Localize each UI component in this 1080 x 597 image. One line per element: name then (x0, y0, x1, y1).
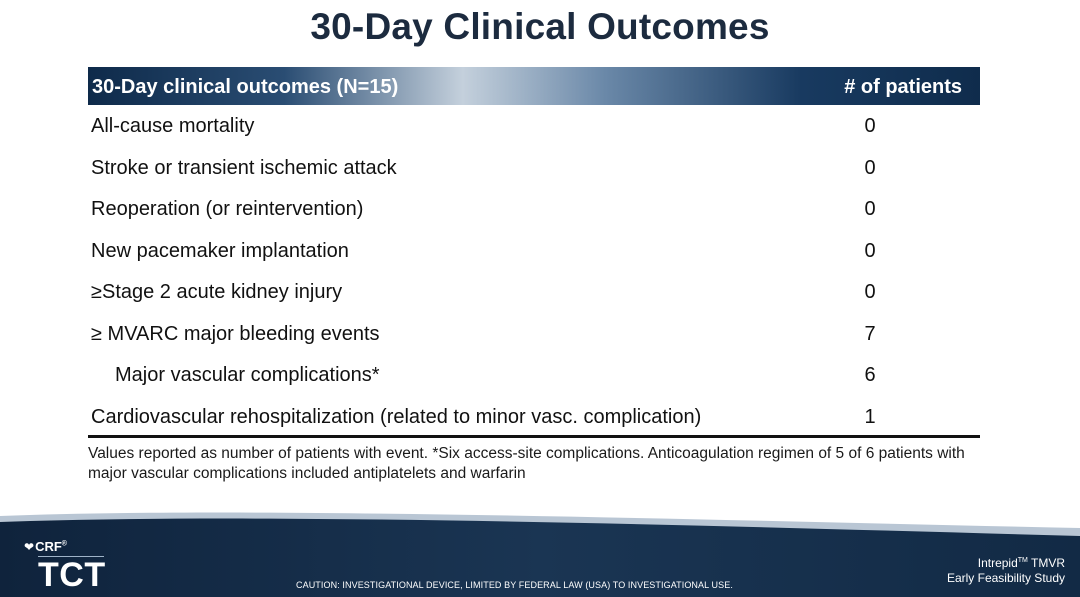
table-row (88, 148, 980, 190)
study-device: Intrepid (977, 556, 1018, 570)
table-row (88, 189, 980, 231)
outcomes-table (88, 106, 980, 438)
caution-notice: CAUTION: INVESTIGATIONAL DEVICE, LIMITED BY FEDERAL LAW (USA) TO INVESTIGATIONAL USE. (296, 580, 733, 590)
row-value: 0 (864, 239, 876, 262)
row-label: All-cause mortality (91, 115, 255, 137)
page-title: 30-Day Clinical Outcomes (310, 6, 770, 47)
crf-logo-text: CRF (35, 539, 62, 554)
row-value: 1 (864, 405, 876, 428)
tct-logo: TCT (38, 556, 106, 594)
study-procedure: TMVR (1027, 556, 1065, 570)
table-header (88, 67, 980, 105)
row-value: 0 (864, 115, 876, 137)
row-label: New pacemaker implantation (91, 239, 349, 262)
row-value: 0 (864, 198, 876, 220)
study-type: Early Feasibility Study (946, 571, 1065, 585)
row-label: ≥ MVARC major bleeding events (91, 322, 380, 345)
table-row (88, 355, 980, 397)
study-name (947, 553, 1065, 586)
row-value: 0 (864, 281, 876, 303)
row-label: Major vascular complications* (115, 364, 380, 386)
header-value: # of patients (844, 76, 962, 98)
row-label: Cardiovascular rehospitalization (related to minor vasc. complication) (91, 405, 702, 428)
table-row (88, 106, 980, 148)
table-bottom-rule (88, 435, 980, 438)
table-row (88, 397, 980, 439)
row-value: 0 (864, 156, 876, 179)
row-label: Reoperation (or reintervention) (91, 198, 364, 220)
heart-icon: ❤ (24, 540, 35, 554)
header-label: 30-Day clinical outcomes (N=15) (92, 76, 399, 98)
crf-logo-mark: ® (61, 540, 67, 548)
crf-logo (24, 539, 67, 554)
row-value: 6 (864, 364, 876, 386)
table-row (88, 314, 980, 356)
table-row (88, 272, 980, 314)
trademark-mark: TM (1017, 557, 1028, 564)
table-row (88, 231, 980, 273)
footnote: Values reported as number of patients with event. *Six access-site complications. Anticoagulation regimen of 5 of 6 patients with major vascular complications included antiplatelets and warfarin (88, 445, 965, 482)
row-label: ≥Stage 2 acute kidney injury (91, 281, 343, 303)
row-label: Stroke or transient ischemic attack (91, 156, 397, 179)
row-value: 7 (864, 322, 876, 345)
